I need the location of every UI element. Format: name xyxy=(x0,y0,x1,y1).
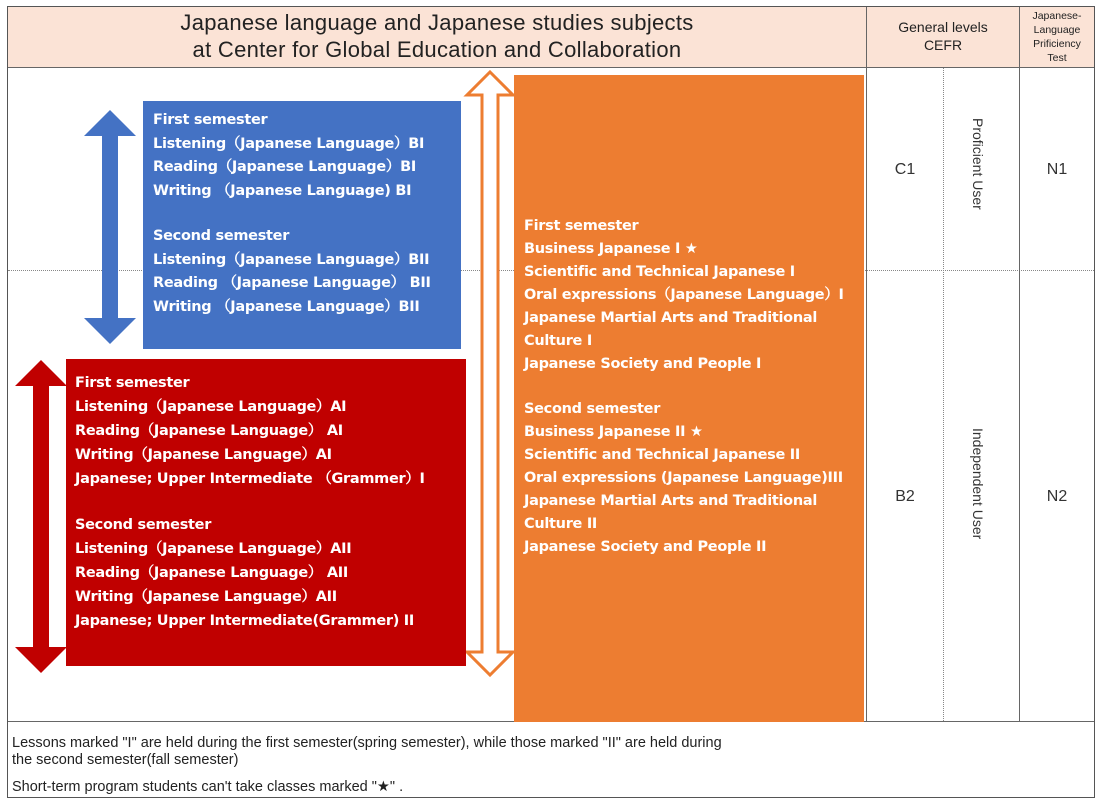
cefr-header-line: General levels xyxy=(898,19,988,35)
subject-item: Culture I xyxy=(524,333,592,349)
subject-item: Japanese Martial Arts and Traditional xyxy=(524,310,818,326)
blue-double-arrow xyxy=(84,110,136,344)
independent-user-label: Independent User xyxy=(970,428,986,540)
footnote-short-term: Short-term program students can't take classes marked "★" . xyxy=(12,779,404,795)
subject-item: Japanese; Upper Intermediate(Grammer) II xyxy=(75,613,414,629)
subject-item: Oral expressions (Japanese Language)III xyxy=(524,470,843,486)
subject-item: Writing （Japanese Language) BI xyxy=(153,182,412,199)
level-a-subjects-box xyxy=(66,359,466,666)
subject-item: Writing （Japanese Language）BII xyxy=(153,298,420,315)
semester-heading: Second semester xyxy=(153,228,290,244)
jlpt-header-line: Japanese- xyxy=(1032,10,1082,22)
jlpt-header-line: Prificiency xyxy=(1033,38,1081,50)
subject-item: Scientific and Technical Japanese I xyxy=(524,264,795,280)
title-line: Japanese language and Japanese studies subjects xyxy=(180,10,694,35)
semester-heading: Second semester xyxy=(524,401,661,417)
subject-item: Oral expressions（Japanese Language）I xyxy=(524,287,844,303)
cefr-header-line: CEFR xyxy=(923,37,963,53)
subject-item: Listening（Japanese Language）AII xyxy=(75,541,352,557)
jlpt-level-n1: N1 xyxy=(1046,161,1068,178)
jlpt-header-line: Language xyxy=(1033,24,1081,36)
orange-double-arrow xyxy=(467,72,513,675)
subject-item: Reading（Japanese Language） AI xyxy=(75,423,343,439)
japanese-studies-subjects-box xyxy=(514,75,864,722)
subject-item: Listening（Japanese Language）BI xyxy=(153,135,425,152)
subject-item: Listening（Japanese Language）BII xyxy=(153,251,430,268)
title-line: at Center for Global Education and Collaboration xyxy=(192,37,682,62)
jlpt-level-n2: N2 xyxy=(1046,488,1068,505)
subject-item: Listening（Japanese Language）AI xyxy=(75,399,347,415)
subject-item: Japanese; Upper Intermediate （Grammer）I xyxy=(75,471,425,487)
subject-item: Reading（Japanese Language）BI xyxy=(153,159,416,175)
subject-item: Business Japanese II ★ xyxy=(524,424,703,440)
level-b-subjects-box xyxy=(143,101,461,349)
subject-item: Japanese Society and People I xyxy=(524,356,762,372)
semester-heading: First semester xyxy=(524,218,639,234)
subject-item: Scientific and Technical Japanese II xyxy=(524,447,800,463)
proficient-user-label: Proficient User xyxy=(970,118,986,210)
subject-item: Culture II xyxy=(524,516,598,532)
cefr-level-c1: C1 xyxy=(894,161,916,178)
subject-item: Japanese Martial Arts and Traditional xyxy=(524,493,818,509)
subject-item: Writing（Japanese Language）AII xyxy=(75,589,337,605)
subject-item: Reading（Japanese Language） AII xyxy=(75,565,348,581)
footnote-line: Lessons marked "I" are held during the first semester(spring semester), while those marked "II" are held during xyxy=(12,735,722,751)
subject-item: Business Japanese I ★ xyxy=(524,241,698,257)
red-double-arrow xyxy=(15,360,67,673)
semester-heading: First semester xyxy=(153,112,268,128)
cefr-level-b2: B2 xyxy=(895,488,915,505)
subject-item: Reading （Japanese Language） BII xyxy=(153,275,431,291)
subject-item: Writing（Japanese Language）AI xyxy=(75,447,332,463)
footnote-line: the second semester(fall semester) xyxy=(12,752,239,768)
semester-heading: First semester xyxy=(75,375,190,391)
subject-item: Japanese Society and People II xyxy=(524,539,767,555)
semester-heading: Second semester xyxy=(75,517,212,533)
footnote-semester xyxy=(12,735,722,769)
jlpt-header-line: Test xyxy=(1047,52,1067,64)
